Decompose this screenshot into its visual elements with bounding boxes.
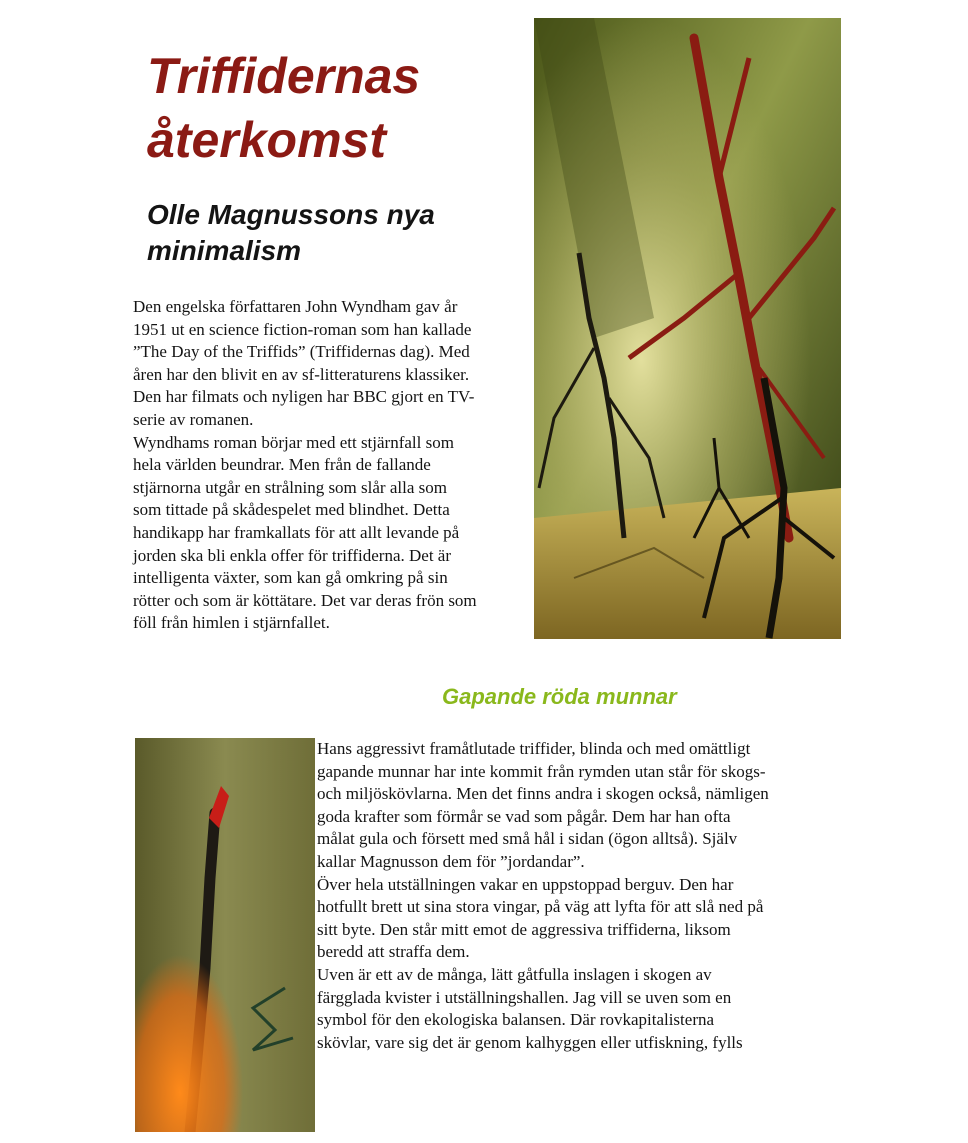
text-line: hotfullt brett ut sina stora vingar, på väg att lyfta för att slå ned på — [317, 897, 764, 917]
text-line: Den har filmats och nyligen har BBC gjort en TV- — [133, 387, 475, 407]
text-line: beredd att straffa dem. — [317, 942, 470, 962]
text-line: Den engelska författaren John Wyndham gav år — [133, 297, 458, 316]
text-line: Över hela utställningen vakar en uppstoppad berguv. Den har — [317, 874, 734, 894]
subtitle-line: Olle Magnussons nya — [147, 199, 435, 230]
left-column-text — [133, 296, 533, 635]
text-line: handikapp har framkallats för att allt levande på — [133, 522, 460, 542]
text-line: Wyndhams roman börjar med ett stjärnfall som — [133, 432, 454, 452]
text-line: symbol för den ekologiska balansen. Där rovkapitalisterna — [317, 1010, 715, 1030]
text-line: och miljöskövlarna. Men det finns andra i skogen också, nämligen — [317, 784, 769, 804]
text-line: föll från himlen i stjärnfallet. — [133, 613, 330, 633]
text-line: 1951 ut en science fiction-roman som han kallade — [133, 319, 472, 339]
text-line: jorden ska bli enkla offer för triffiderna. Det är — [133, 545, 451, 565]
title-line: Triffidernas — [147, 48, 421, 104]
text-line: som tittade på skådespelet med blindhet. Detta — [133, 500, 450, 520]
sculpture-photo — [534, 18, 841, 639]
title-line: återkomst — [147, 112, 386, 168]
branch-detail-photo — [135, 738, 315, 1132]
right-column-text — [317, 738, 847, 1054]
subtitle-line: minimalism — [147, 235, 302, 266]
text-line: hela världen beundrar. Men från de fallande — [133, 455, 431, 475]
text-line: serie av romanen. — [133, 409, 254, 429]
text-line: ”The Day of the Triffids” (Triffidernas dag). Med — [133, 342, 470, 362]
text-line: stjärnorna utgår en strålning som slår alla som — [133, 477, 447, 497]
article-subtitle — [147, 197, 435, 269]
article-title — [147, 44, 420, 172]
text-line: åren har den blivit en av sf-litteraturens klassiker. — [133, 364, 470, 384]
text-line: kallar Magnusson dem för ”jordandar”. — [317, 851, 585, 871]
text-line: skövlar, vare sig det är genom kalhyggen eller utfiskning, fylls — [317, 1032, 743, 1052]
text-line: intelligenta växter, som kan gå omkring på sin — [133, 568, 448, 588]
text-line: rötter och som är köttätare. Det var deras frön som — [133, 590, 477, 610]
text-line: goda krafter som förmår se vad som pågår. Dem har han ofta — [317, 806, 731, 826]
text-line: färgglada kvister i utställningshallen. Jag vill se uven som en — [317, 987, 732, 1007]
text-line: Uven är ett av de många, lätt gåtfulla inslagen i skogen av — [317, 964, 712, 984]
text-line: sitt byte. Den står mitt emot de aggressiva triffiderna, liksom — [317, 919, 731, 939]
text-line: målat gula och försett med små hål i sidan (ögon alltså). Själv — [317, 829, 738, 849]
text-line: gapande munnar har inte kommit från rymden utan står för skogs- — [317, 761, 766, 781]
section-heading: Gapande röda munnar — [442, 684, 677, 709]
text-line: Hans aggressivt framåtlutade triffider, blinda och med omättligt — [317, 739, 751, 758]
